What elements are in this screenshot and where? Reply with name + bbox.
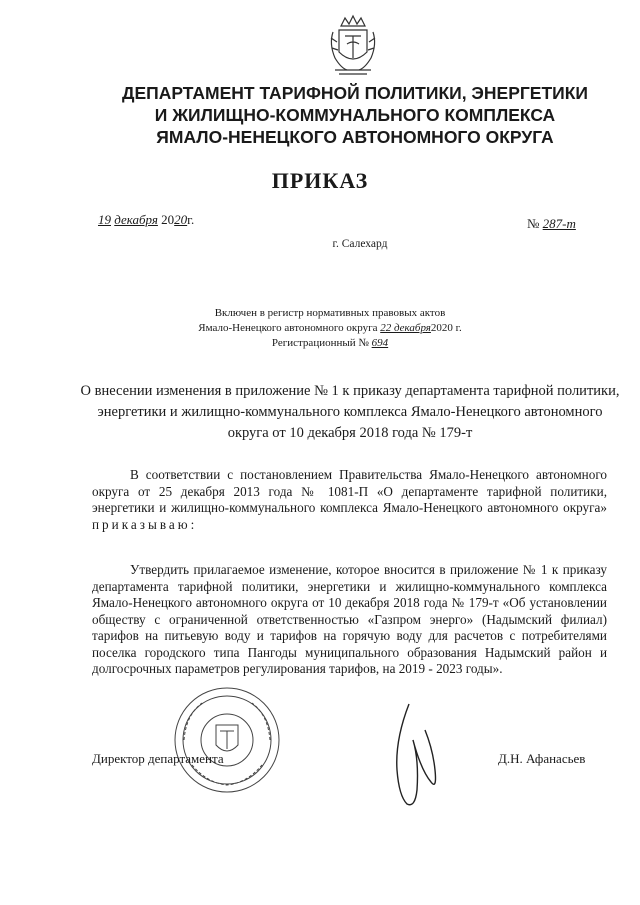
- document-number: [527, 216, 576, 232]
- date-year-prefix: 20: [161, 212, 175, 227]
- number-prefix: №: [527, 216, 540, 231]
- number-value: 287-т: [542, 216, 576, 231]
- registration-date: 22 декабря: [380, 322, 431, 334]
- registration-number: 694: [371, 337, 389, 349]
- order-paragraph: Утвердить прилагаемое изменение, которое вносится в приложение № 1 к приказу департамента тарифной политики, энергетики и жилищно-коммунального комплекса Ямало-Ненецкого автономного округа от 10 декабря 2018 года № 179-т «Об установлении обществу с ограниченной ответственностью «Газпром энерго» (Надымский филиал) тарифов на питьевую воду и тарифов на горячую воду для расчетов с потребителями поселка городского типа Пангоды муниципального образования Надымский район и долгосрочных параметров регулирования тарифов, на 2019 - 2023 годы».: [92, 562, 607, 676]
- registration-year: 2020 г.: [430, 322, 462, 334]
- handwritten-signature-icon: [375, 700, 465, 810]
- order-keyword: приказываю:: [92, 516, 198, 532]
- registration-line-2: [0, 322, 640, 334]
- preamble-paragraph: [92, 467, 607, 533]
- document-date: [98, 212, 194, 228]
- document-title: ПРИКАЗ: [271, 168, 369, 193]
- date-year-suffix: 20: [174, 212, 188, 227]
- signatory-name: Д.Н. Афанасьев: [498, 751, 586, 766]
- document-subject: О внесении изменения в приложение № 1 к приказу департамента тарифной политики, энергетики и жилищно-коммунального комплекса Ямало-Ненецкого автономного округа от 10 декабря 2018 года № 179-т: [80, 383, 620, 441]
- department-name-line-1: ДЕПАРТАМЕНТ ТАРИФНОЙ ПОЛИТИКИ, ЭНЕРГЕТИКИ: [122, 83, 588, 103]
- department-name-line-3: ЯМАЛО-НЕНЕЦКОГО АВТОНОМНОГО ОКРУГА: [156, 127, 554, 147]
- coat-of-arms-icon: [327, 14, 379, 76]
- official-seal-icon: [172, 685, 282, 795]
- date-end: г.: [187, 212, 195, 227]
- registration-label: Регистрационный №: [271, 337, 369, 349]
- date-month: декабря: [114, 212, 158, 227]
- preamble-text: В соответствии с постановлением Правительства Ямало-Ненецкого автономного округа от 25 декабря 2013 года № 1081-П «О департаменте тарифной политики, энергетики и жилищно-коммунального комплекса Ямало-Ненецкого автономного округа»: [92, 467, 607, 515]
- registration-line-1: Включен в регистр нормативных правовых актов: [214, 307, 446, 319]
- registration-line-3: [0, 337, 640, 349]
- document-city: г. Салехард: [332, 238, 388, 250]
- date-day: 19: [98, 212, 111, 227]
- signatory-position: Директор департамента: [92, 751, 224, 766]
- registration-region: Ямало-Ненецкого автономного округа: [198, 322, 378, 334]
- department-name-line-2: И ЖИЛИЩНО-КОММУНАЛЬНОГО КОМПЛЕКСА: [154, 105, 556, 125]
